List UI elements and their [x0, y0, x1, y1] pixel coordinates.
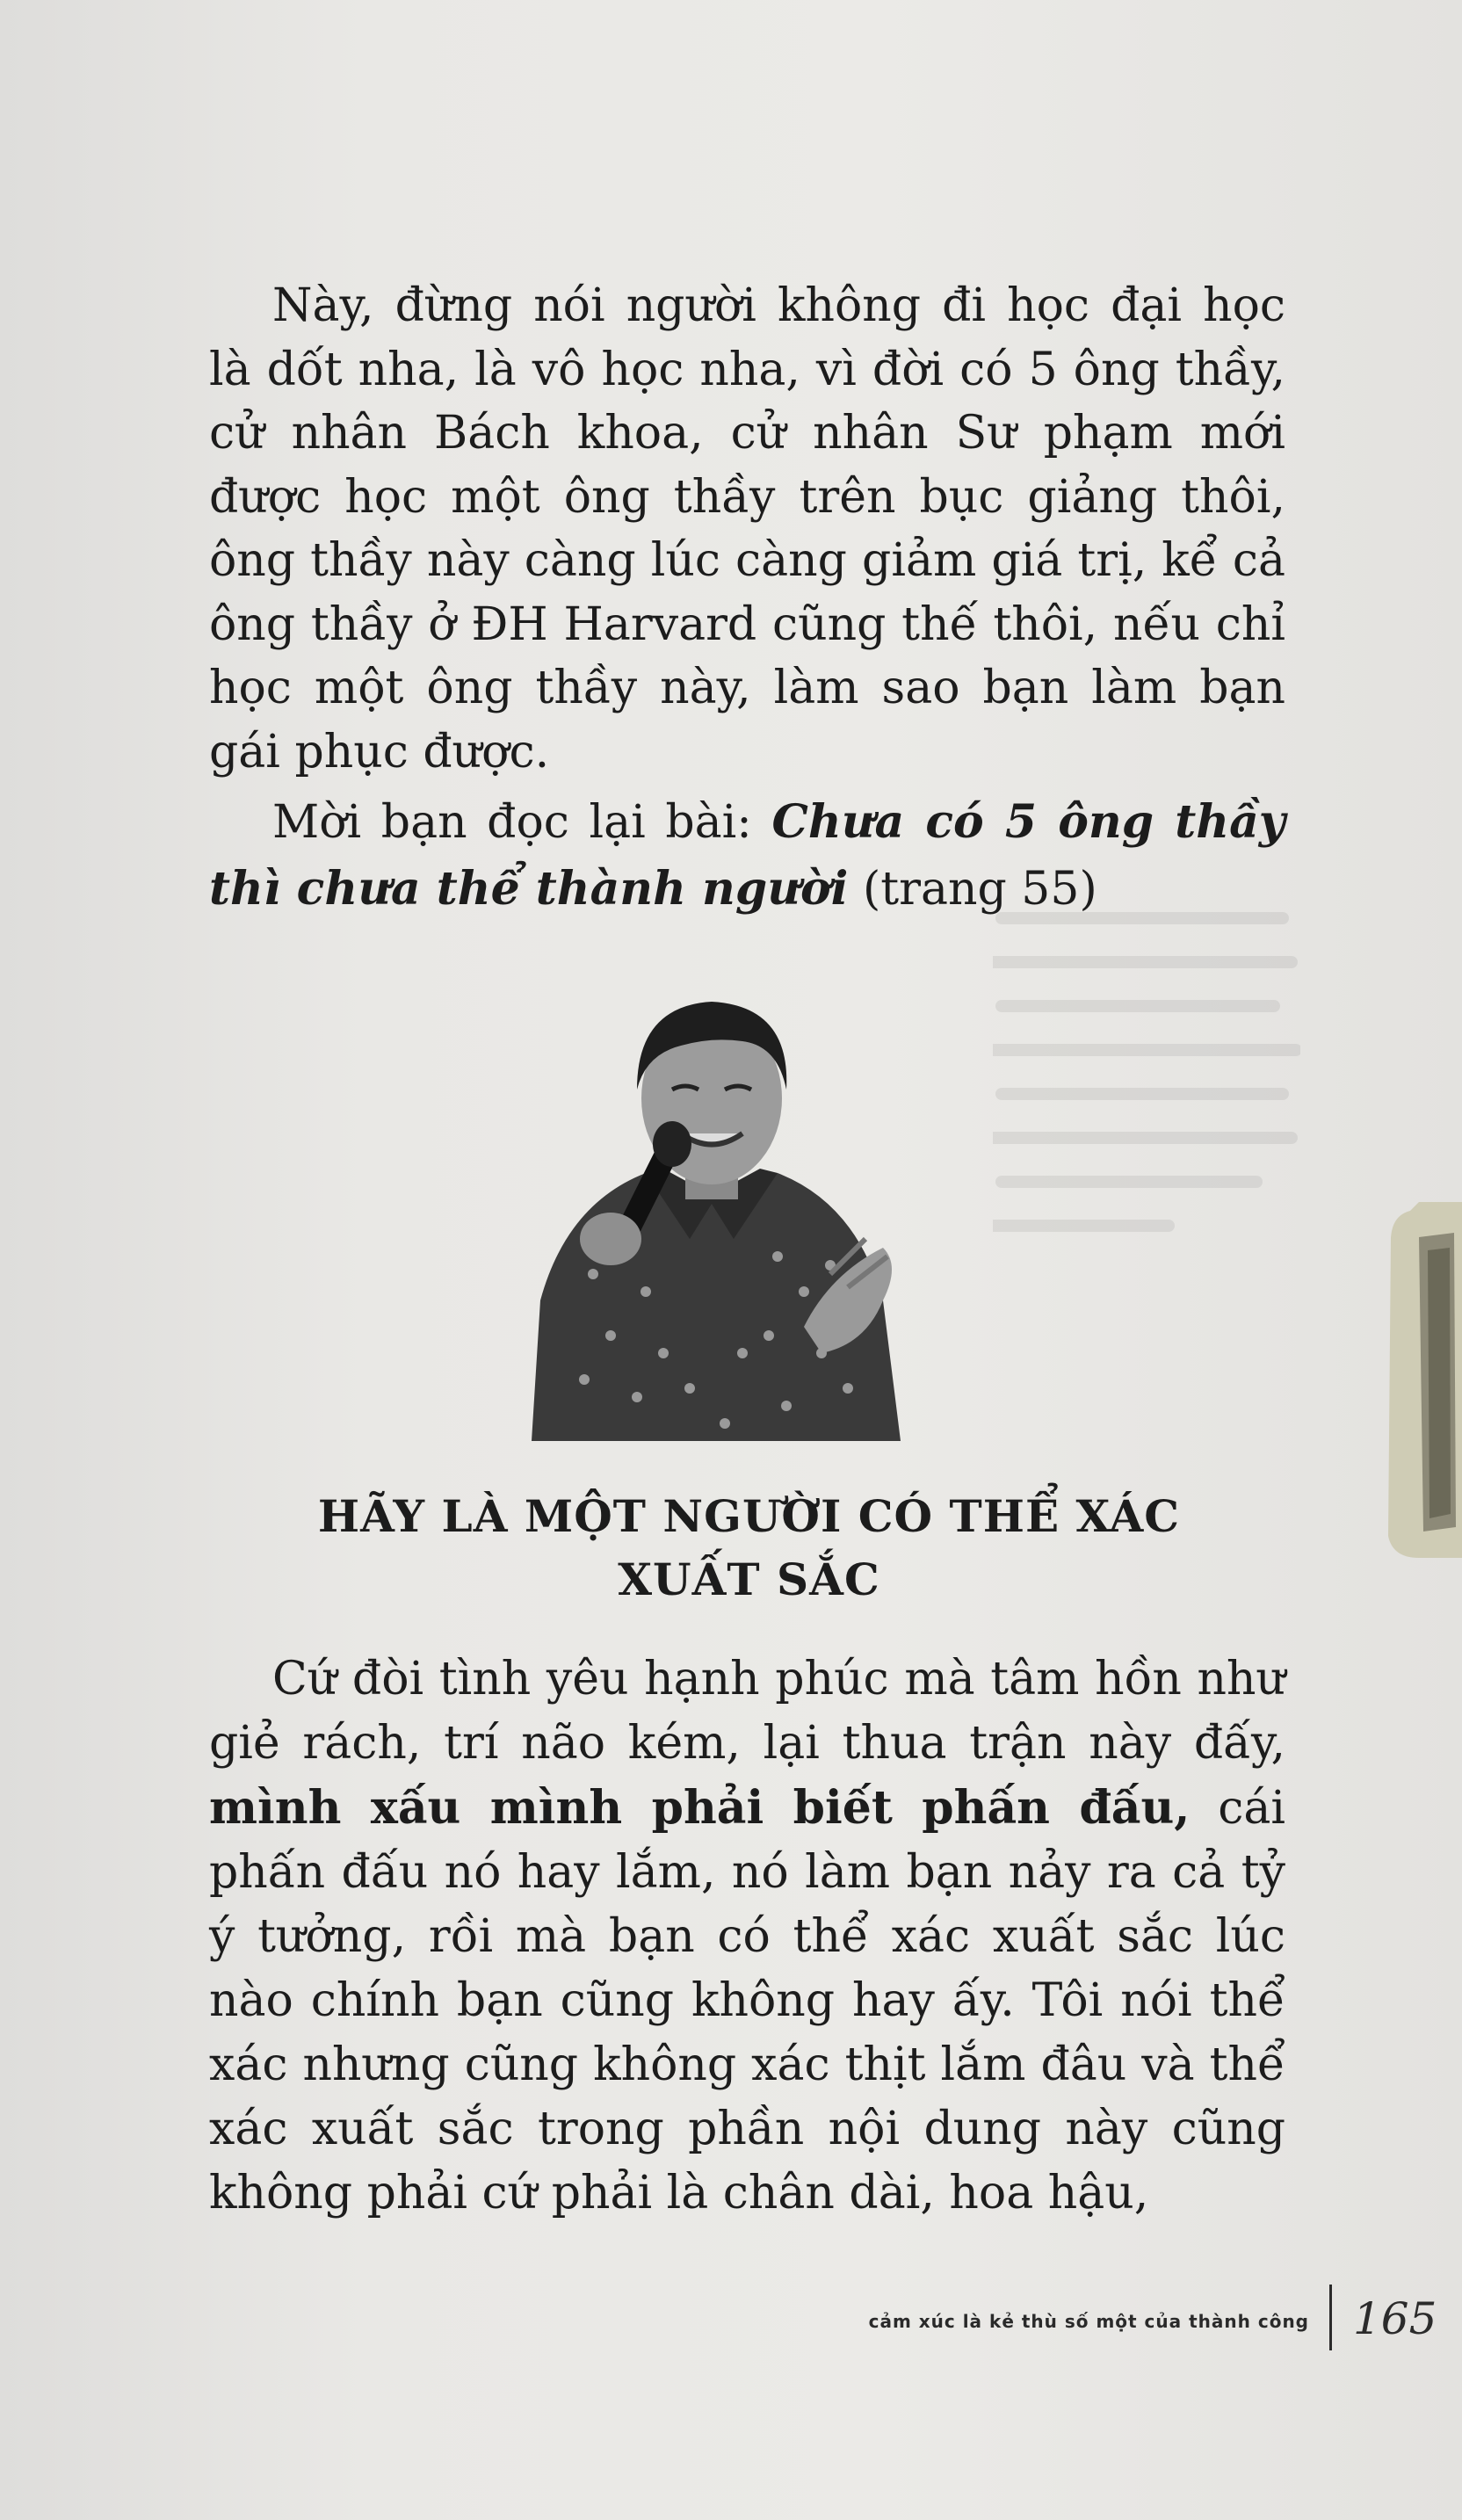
- paragraph-body-part2: cái phấn đấu nó hay lắm, nó làm bạn nảy ra cả tỷ ý tưởng, rồi mà bạn có thể xác xuất sắc lúc nào chính bạn cũng không hay ấy. Tôi nói thể xác nhưng cũng không xác thịt lắm đâu và thể xác xuất sắc trong phần nội dung này cũng không phải cứ phải là chân dài, hoa hậu,: [209, 1782, 1285, 2219]
- page-tab-edge: [1384, 1202, 1462, 1562]
- footer-divider: [1329, 2285, 1332, 2350]
- reference-suffix: (trang 55): [848, 863, 1097, 916]
- page-number: 165: [1353, 2293, 1437, 2344]
- paragraph-body-text: [209, 1647, 1285, 2226]
- running-title: cảm xúc là kẻ thù số một của thành công: [868, 2311, 1309, 2332]
- paragraph-reference: [209, 789, 1285, 923]
- reference-title: Chưa có 5 ông thầy thì chưa thể thành người: [209, 795, 1286, 916]
- paragraph-body-part1: Cứ đòi tình yêu hạnh phúc mà tâm hồn như giẻ rách, trí não kém, lại thua trận này đấy,: [209, 1653, 1285, 1770]
- section-heading-line2: XUẤT SẮC: [618, 1553, 880, 1605]
- paragraph-intro: [209, 274, 1285, 784]
- bleed-through-texture: [993, 901, 1300, 1270]
- speaker-photo: [514, 984, 909, 1441]
- paragraph-body-bold: mình xấu mình phải biết phấn đấu,: [209, 1781, 1191, 1835]
- paragraph-intro-text: Này, đừng nói người không đi học đại học là dốt nha, là vô học nha, vì đời có 5 ông thầy, cử nhân Bách khoa, cử nhân Sư phạm mới được học một ông thầy trên bục giảng thôi, ông thầy này càng lúc càng giảm giá trị, kể cả ông thầy ở ĐH Harvard cũng thế thôi, nếu chỉ học một ông thầy này, làm sao bạn làm bạn gái phục được.: [209, 279, 1285, 778]
- reference-prefix: Mời bạn đọc lại bài:: [272, 796, 772, 849]
- section-heading: [211, 1485, 1287, 1611]
- reference-line: [209, 789, 1285, 923]
- page-footer: [0, 2285, 1462, 2355]
- paragraph-body: [209, 1647, 1285, 2226]
- section-heading-line1: HÃY LÀ MỘT NGƯỜI CÓ THỂ XÁC: [317, 1490, 1181, 1542]
